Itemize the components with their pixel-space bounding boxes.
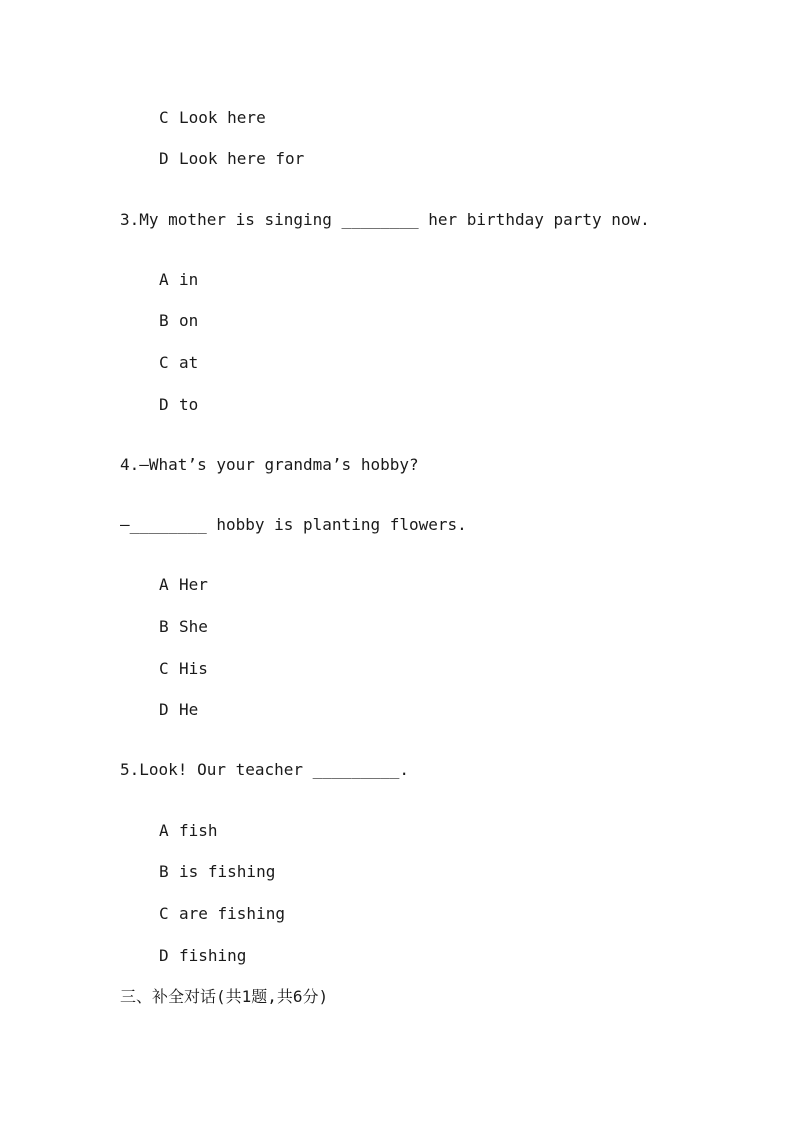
q4-option-b bbox=[159, 617, 208, 637]
option-text: Look here bbox=[179, 108, 266, 127]
q5-option-d bbox=[159, 946, 246, 966]
option-letter: C bbox=[159, 108, 169, 127]
q4-option-c bbox=[159, 659, 208, 679]
q3-option-c bbox=[159, 353, 198, 373]
q2-option-c bbox=[159, 108, 266, 128]
option-letter: C bbox=[159, 904, 169, 923]
q4-option-d bbox=[159, 700, 198, 720]
option-text: at bbox=[179, 353, 199, 372]
option-letter: A bbox=[159, 575, 169, 594]
option-letter: D bbox=[159, 395, 169, 414]
option-letter: D bbox=[159, 700, 169, 719]
option-text: Look here for bbox=[179, 149, 305, 168]
option-letter: D bbox=[159, 946, 169, 965]
option-letter: B bbox=[159, 862, 169, 881]
q3-stem: 3.My mother is singing ________ her birthday party now. bbox=[120, 210, 650, 229]
q5-option-a bbox=[159, 821, 218, 841]
option-text: fish bbox=[179, 821, 218, 840]
option-text: She bbox=[179, 617, 208, 636]
q3-option-d bbox=[159, 395, 198, 415]
section-heading: 三、补全对话(共1题,共6分) bbox=[120, 987, 329, 1006]
q4-stem-response: —________ hobby is planting flowers. bbox=[120, 515, 467, 534]
q5-stem: 5.Look! Our teacher _________. bbox=[120, 760, 409, 779]
q3-option-b bbox=[159, 311, 198, 331]
option-text: in bbox=[179, 270, 199, 289]
option-letter: B bbox=[159, 617, 169, 636]
option-text: Her bbox=[179, 575, 208, 594]
option-text: is fishing bbox=[179, 862, 276, 881]
option-letter: C bbox=[159, 659, 169, 678]
q2-option-d bbox=[159, 149, 304, 169]
option-text: to bbox=[179, 395, 199, 414]
option-text: fishing bbox=[179, 946, 247, 965]
option-letter: A bbox=[159, 821, 169, 840]
option-letter: A bbox=[159, 270, 169, 289]
q4-stem: 4.—What’s your grandma’s hobby? bbox=[120, 455, 419, 474]
option-letter: D bbox=[159, 149, 169, 168]
option-letter: C bbox=[159, 353, 169, 372]
q5-option-c bbox=[159, 904, 285, 924]
option-text: His bbox=[179, 659, 208, 678]
q5-option-b bbox=[159, 862, 275, 882]
option-text: are fishing bbox=[179, 904, 285, 923]
q4-option-a bbox=[159, 575, 208, 595]
option-text: He bbox=[179, 700, 199, 719]
q3-option-a bbox=[159, 270, 198, 290]
option-text: on bbox=[179, 311, 199, 330]
option-letter: B bbox=[159, 311, 169, 330]
